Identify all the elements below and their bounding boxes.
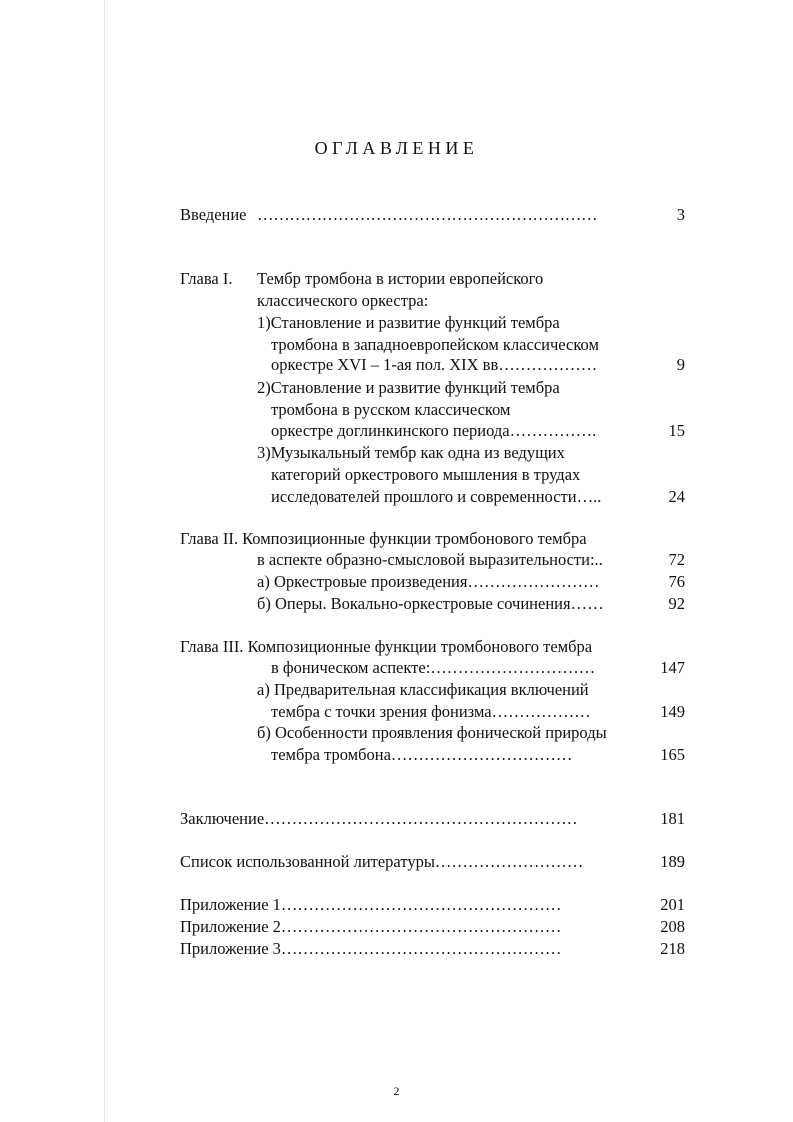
- toc-page-number: 92: [668, 594, 685, 613]
- toc-page-number: 218: [660, 939, 685, 958]
- toc-page-number: 9: [676, 355, 685, 374]
- section-line: 2)Становление и развитие функций тембра: [257, 378, 560, 397]
- section-line: а) Оркестровые произведения……………………: [257, 572, 600, 591]
- section-line: исследователей прошлого и современности…..: [271, 487, 602, 506]
- toc-label: Приложение 3……………………………………………: [180, 939, 562, 958]
- toc-leader-dots: ………………………………………………………: [257, 205, 598, 224]
- toc-page-number: 181: [660, 809, 685, 828]
- toc-page-number: 72: [668, 550, 685, 569]
- footer-page-number: 2: [393, 1084, 400, 1098]
- section-line: б) Оперы. Вокально-оркестровые сочинения……: [257, 594, 604, 613]
- toc-page-number: 208: [660, 917, 685, 936]
- toc-page-number: 201: [660, 895, 685, 914]
- section-line: тромбона в русском классическом: [271, 400, 511, 419]
- toc-page-number: 15: [668, 421, 685, 440]
- section-line: категорий оркестрового мышления в трудах: [271, 465, 581, 484]
- toc-page-number: 165: [660, 745, 685, 764]
- toc-page-number: 149: [660, 702, 685, 721]
- toc-page-number: 76: [668, 572, 685, 591]
- toc-label: Список использованной литературы………………………: [180, 852, 584, 871]
- chapter-label: Глава I.: [180, 269, 233, 288]
- chapter-title-line: в аспекте образно-смысловой выразительности:..: [257, 550, 603, 569]
- toc-page-number: 147: [660, 658, 685, 677]
- chapter-title-line: Тембр тромбона в истории европейского: [257, 269, 544, 288]
- section-line: тембра с точки зрения фонизма………………: [271, 702, 591, 721]
- toc-page-number: 3: [676, 205, 685, 224]
- scan-edge-line: [104, 0, 105, 1122]
- chapter-title-line: в фоническом аспекте:…………………………: [271, 658, 596, 677]
- section-line: оркестре доглинкинского периода…………….: [271, 421, 597, 440]
- section-line: оркестре XVI – 1-ая пол. XIX вв………………: [271, 355, 598, 374]
- toc-label: Введение: [180, 205, 247, 224]
- chapter-title-line: Глава II. Композиционные функции тромбонового тембра: [180, 529, 587, 548]
- section-line: б) Особенности проявления фонической природы: [257, 723, 607, 742]
- toc-page-number: 24: [668, 487, 685, 506]
- toc-label: Приложение 2……………………………………………: [180, 917, 562, 936]
- toc-label: Приложение 1……………………………………………: [180, 895, 562, 914]
- section-line: 3)Музыкальный тембр как одна из ведущих: [257, 443, 565, 462]
- section-line: 1)Становление и развитие функций тембра: [257, 313, 560, 332]
- page-title: ОГЛАВЛЕНИЕ: [314, 138, 479, 158]
- toc-label: Заключение…………………………………………………: [180, 809, 578, 828]
- section-line: тембра тромбона……………………………: [271, 745, 573, 764]
- toc-page-number: 189: [660, 852, 685, 871]
- chapter-title-line: классического оркестра:: [257, 291, 429, 310]
- chapter-title-line: Глава III. Композиционные функции тромбонового тембра: [180, 637, 593, 656]
- section-line: а) Предварительная классификация включений: [257, 680, 589, 699]
- section-line: тромбона в западноевропейском классическом: [271, 335, 599, 354]
